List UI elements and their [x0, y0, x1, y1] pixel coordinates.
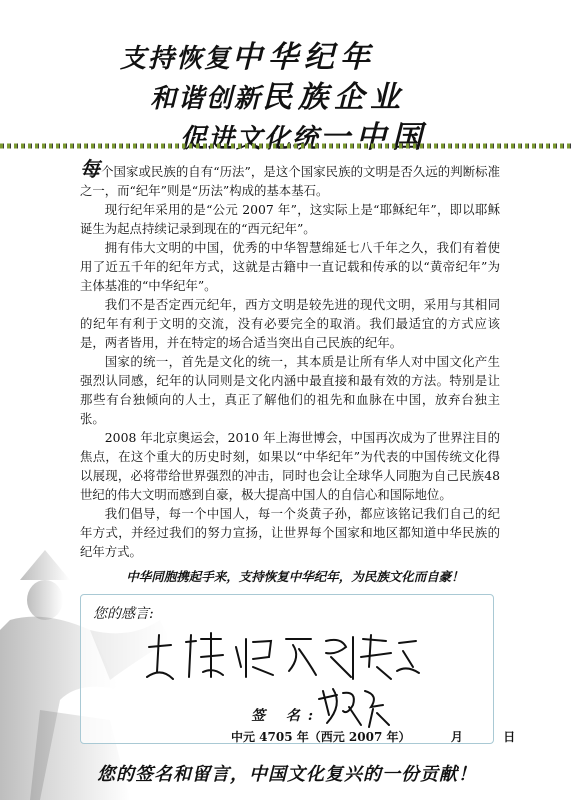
- title-line-1-emphasis: 中华纪年: [232, 40, 377, 75]
- paragraph-3: 拥有伟大文明的中国，优秀的中华智慧绵延七八千年之久，我们有着使用了近五千年的纪年方式，这就是古籍中一直记载和传承的以“黄帝纪年”为主体基准的“中华纪年”。: [80, 240, 500, 293]
- article-body: [80, 157, 501, 561]
- paragraph-1-text: 个国家或民族的自有“历法”，是这个国家民族的文明是否久远的判断标准之一，而“纪年”则是“历法”构成的基本基石。: [80, 164, 501, 198]
- title-line-2-emphasis: 民族企业: [262, 80, 407, 115]
- title-line-1: [120, 32, 376, 76]
- paragraph-7: 我们倡导，每一个中国人，每一个炎黄子孙，都应该铭记我们自己的纪年方式，并经过我们的努力宣扬，让世界每个国家和地区都知道中华民族的纪年方式。: [80, 506, 500, 559]
- drop-cap: 每: [80, 157, 101, 181]
- paragraph-1: [80, 157, 501, 200]
- signature-label: 签 名:: [251, 708, 322, 724]
- title-line-3-prefix: 促进文化统: [180, 124, 321, 154]
- comment-box[interactable]: [80, 594, 516, 744]
- dashed-separator: [0, 140, 574, 152]
- date-line: [231, 728, 517, 745]
- date-prefix: 中元 4705 年（西元 2007 年）: [231, 730, 411, 744]
- title-line-2-prefix: 和谐创新: [150, 84, 263, 114]
- slogan: 中华同胞携起手来，支持恢复中华纪年，为民族文化而自豪！: [126, 569, 464, 584]
- title-line-3-emphasis: 一中国: [320, 120, 429, 155]
- paragraph-4: 我们不是否定西元纪年，西方文明是较先进的现代文明，采用与其相同的纪年有利于文明的交流，没有必要完全的取消。我们最适宜的方式应该是，两者皆用，并在特定的场合适当突出自己民族的纪年。: [80, 297, 500, 350]
- paragraph-2: 现行纪年采用的是“公元 2007 年”，这实际上是“耶稣纪年”，即以耶稣诞生为起点持续记录到现在的“西元纪年”。: [80, 202, 500, 236]
- date-day-label: 日: [503, 730, 516, 744]
- date-month-label: 月: [450, 730, 463, 744]
- handwritten-signature: [313, 685, 393, 729]
- footer-slogan: 您的签名和留言，中国文化复兴的一份贡献！: [97, 764, 477, 785]
- paragraph-5: 国家的统一，首先是文化的统一，其本质是让所有华人对中国文化产生强烈认同感，纪年的认同则是文化内涵中最直接和最有效的方法。特别是让那些有台独倾向的人士，真正了解他们的祖先和血脉在中国，放弃台独主张。: [80, 354, 500, 426]
- handwritten-comment: [141, 627, 421, 687]
- title-line-2: [150, 72, 406, 116]
- title-line-1-prefix: 支持恢复: [120, 44, 233, 74]
- comment-label: 您的感言:: [93, 606, 154, 622]
- paragraph-6: 2008 年北京奥运会，2010 年上海世博会，中国再次成为了世界注目的焦点，在这个重大的历史时刻，如果以“中华纪年”为代表的中国传统文化得以展现，必将带给世界强烈的冲击，同时也会让全球华人同胞为自己民族48世纪的伟大文明而感到自豪，极大提高中国人的自信心和国际地位。: [80, 430, 500, 502]
